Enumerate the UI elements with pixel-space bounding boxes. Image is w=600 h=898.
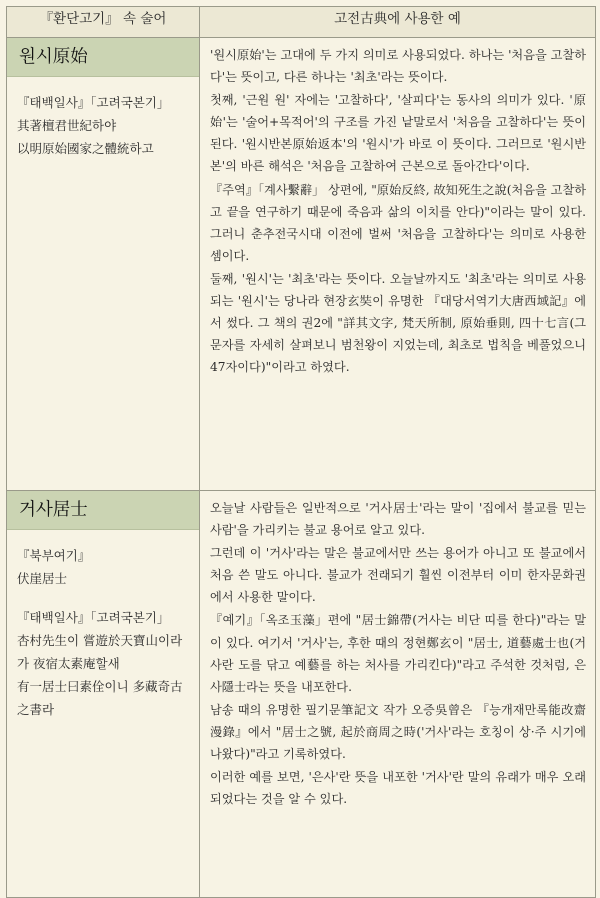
source-citation <box>17 544 189 721</box>
paragraph: 둘째, '원시'는 '최초'라는 뜻이다. 오늘날까지도 '최초'라는 의미로 사용되는 '원시'는 당나라 현장玄奘이 유명한 『대당서역기大唐西域記』에서 썼다. 그 책의 권2에 "詳其文字, 梵天所制, 原始垂則, 四十七言(그 문자를 자세히 살펴보니 범천왕이 지었는데, 최초로 법칙을 베풀었으니 47자이다)"이라고 하였다. <box>210 271 586 375</box>
term-title: 거사居士 <box>7 491 199 530</box>
paragraph: '원시原始'는 고대에 두 가지 의미로 사용되었다. 하나는 '처음을 고찰하다'는 뜻이고, 다른 하나는 '최초'라는 뜻이다. <box>210 48 586 85</box>
example-cell <box>200 38 596 491</box>
example-cell <box>200 491 596 898</box>
paragraph: 그런데 이 '거사'라는 말은 불교에서만 쓰는 용어가 아니고 또 불교에서 처음 쓴 말도 아니다. 불교가 전래되기 훨씬 이전부터 이미 한자문화권에서 사용한 말이다. <box>210 546 586 605</box>
citation-text: 『태백일사』「고려국본기」 其著檀君世紀하야 以明原始國家之體統하고 <box>17 95 170 156</box>
header-term-column: 『환단고기』 속 술어 <box>7 7 200 38</box>
paragraph: 『예기』「옥조玉藻」편에 "居士錦帶(거사는 비단 띠를 한다)"라는 말이 있다. 여기서 '거사'는, 후한 때의 정현鄭玄이 "居士, 道藝處士也(거사란 도를 닦고 예藝를 하는 처사를 가리킨다)"라고 주석한 것처럼, 은사隱士라는 뜻을 내포한다. <box>210 613 586 694</box>
paragraph: 『주역』「계사繫辭」 상편에, "原始反終, 故知死生之說(처음을 고찰하고 끝을 연구하기 때문에 죽음과 삶의 이치를 안다)"이라는 말이 있다. 그러니 춘추전국시대 이전에 벌써 '처음을 고찰하다'는 의미로 사용한 셈이다. <box>210 182 586 263</box>
term-cell <box>7 491 200 898</box>
table-row <box>7 491 596 898</box>
term-cell <box>7 38 200 491</box>
glossary-table <box>6 6 596 898</box>
paragraph: 오늘날 사람들은 일반적으로 '거사居士'라는 말이 '집에서 불교를 믿는 사람'을 가리키는 불교 용어로 알고 있다. <box>210 501 586 538</box>
paragraph: 남송 때의 유명한 필기문筆記文 작가 오증吳曾은 『능개재만록能改齋漫錄』에서 "居士之號, 起於商周之時('거사'라는 호칭이 상·주 시기에 나왔다)"라고 기록하였다. <box>210 702 586 762</box>
term-title: 원시原始 <box>7 38 199 77</box>
header-row <box>7 7 596 38</box>
paragraph: 첫째, '근원 원' 자에는 '고찰하다', '살피다'는 동사의 의미가 있다. '原始'는 '술어+목적어'의 구조를 가진 낱말로서 '처음을 고찰하다'는 뜻이 된다. '원시반본原始返本'의 '원시'가 바로 이 뜻이다. 그러므로 '원시반본'의 바른 해석은 '처음을 고찰하여 근본으로 돌아간다'이다. <box>210 93 586 174</box>
paragraph: 이러한 예를 보면, '은사'란 뜻을 내포한 '거사'란 말의 유래가 매우 오래되었다는 것을 알 수 있다. <box>210 770 586 807</box>
citation-text: 『태백일사』「고려국본기」 杏村先生이 嘗遊於天寶山이라 가 夜宿太素庵할새 有一居士曰素佺이니 多藏奇古 之書라 <box>17 610 183 717</box>
table-row <box>7 38 596 491</box>
header-example-column: 고전古典에 사용한 예 <box>200 7 596 38</box>
citation-text: 『북부여기』 伏崖居士 <box>17 548 91 586</box>
source-citation <box>17 91 189 160</box>
